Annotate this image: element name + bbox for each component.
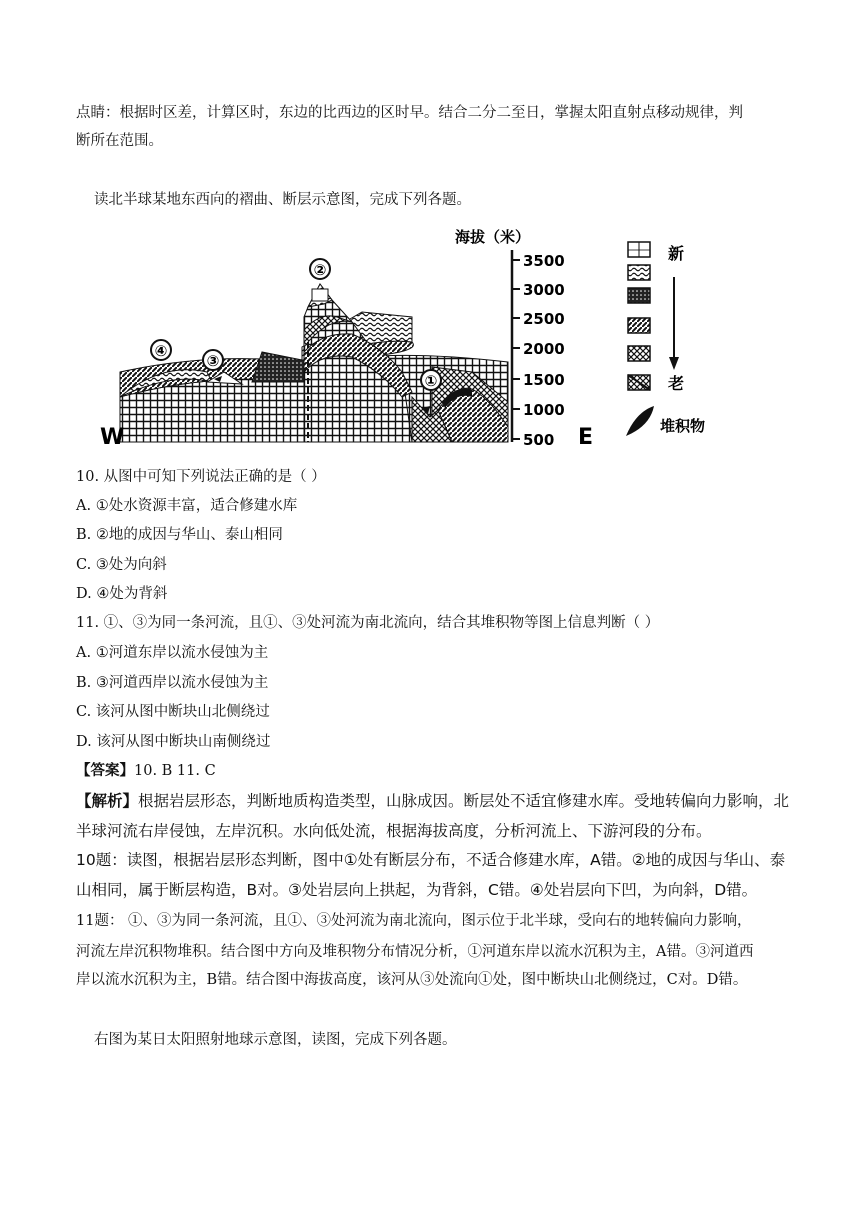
tick-1500: 1500 xyxy=(523,371,565,389)
question-group-stem: 读北半球某地东西向的褶曲、断层示意图，完成下列各题。 xyxy=(94,192,471,208)
analysis-q11-line-1: 11题： ①、③为同一条河流，且①、③处河流为南北流向，图示位于北半球，受向右的地转偏向力影响， xyxy=(76,913,752,929)
tick-500: 500 xyxy=(523,431,555,449)
marker-4: ④ xyxy=(154,342,168,360)
analysis-line-1 xyxy=(76,791,789,811)
analysis-line-2: 半球河流右岸侵蚀，左岸沉积。水向低处流，根据海拔高度，分析河流上、下游河段的分布。 xyxy=(76,822,712,840)
answer-text: 10. B 11. C xyxy=(134,763,216,779)
q11-option-c: C. 该河从图中断块山北侧绕过 xyxy=(76,704,270,720)
marker-3: ③ xyxy=(206,352,220,370)
marker-1: ① xyxy=(424,372,438,390)
legend-new-label: 新 xyxy=(668,244,685,263)
tick-3500: 3500 xyxy=(523,252,565,270)
tick-1000: 1000 xyxy=(523,401,565,419)
q10-stem: 10. 从图中可知下列说法正确的是（ ） xyxy=(76,469,326,485)
analysis-label: 【解析】 xyxy=(76,792,139,810)
next-question-stem: 右图为某日太阳照射地球示意图，读图，完成下列各题。 xyxy=(94,1032,457,1048)
q10-option-d: D. ④处为背斜 xyxy=(76,586,168,602)
answer-line xyxy=(76,761,216,781)
intro-line-2: 断所在范围。 xyxy=(76,133,163,149)
analysis-q11-line-2: 河流左岸沉积物堆积。结合图中方向及堆积物分布情况分析，①河道东岸以流水沉积为主，A错。③河道西 xyxy=(76,944,754,960)
q10-option-c: C. ③处为向斜 xyxy=(76,557,167,573)
fold-fault-cross-section-figure xyxy=(100,222,722,452)
answer-label: 【答案】 xyxy=(76,762,134,779)
intro-line-1: 点睛：根据时区差，计算区时，东边的比西边的区时早。结合二分二至日，掌握太阳直射点移动规律，判 xyxy=(76,105,743,121)
analysis-q10-line-2: 山相同，属于断层构造，B对。③处岩层向上拱起，为背斜，C错。④处岩层向下凹，为向斜，D错。 xyxy=(76,881,758,899)
tick-2500: 2500 xyxy=(523,310,565,328)
analysis-q10-line-1: 10题：读图，根据岩层形态判断，图中①处有断层分布，不适合修建水库，A错。②地的成因与华山、泰 xyxy=(76,851,786,869)
marker-2: ② xyxy=(313,261,327,279)
analysis-q11-line-3: 岸以流水沉积为主，B错。结合图中海拔高度，该河从③处流向①处，图中断块山北侧绕过，C对。D错。 xyxy=(76,972,748,988)
east-label: E xyxy=(578,425,594,450)
tick-2000: 2000 xyxy=(523,340,565,358)
tick-3000: 3000 xyxy=(523,281,565,299)
legend-sediment-label: 堆积物 xyxy=(660,417,706,435)
analysis-text-1: 根据岩层形态，判断地质构造类型，山脉成因。断层处不适宜修建水库。受地转偏向力影响，北 xyxy=(138,792,790,810)
q11-option-b: B. ③河道西岸以流水侵蚀为主 xyxy=(76,675,269,691)
altitude-axis-title: 海拔（米） xyxy=(455,228,531,246)
legend xyxy=(626,242,705,436)
sediment-legend-icon xyxy=(626,406,654,436)
q10-option-a: A. ①处水资源丰富，适合修建水库 xyxy=(76,498,298,514)
legend-old-label: 老 xyxy=(668,374,685,393)
q10-option-b: B. ②地的成因与华山、泰山相同 xyxy=(76,527,283,543)
q11-stem: 11. ①、③为同一条河流，且①、③处河流为南北流向，结合其堆积物等图上信息判断（ ） xyxy=(76,615,660,631)
west-label: W xyxy=(100,425,125,450)
q11-option-d: D. 该河从图中断块山南侧绕过 xyxy=(76,734,271,750)
q11-option-a: A. ①河道东岸以流水侵蚀为主 xyxy=(76,645,269,661)
